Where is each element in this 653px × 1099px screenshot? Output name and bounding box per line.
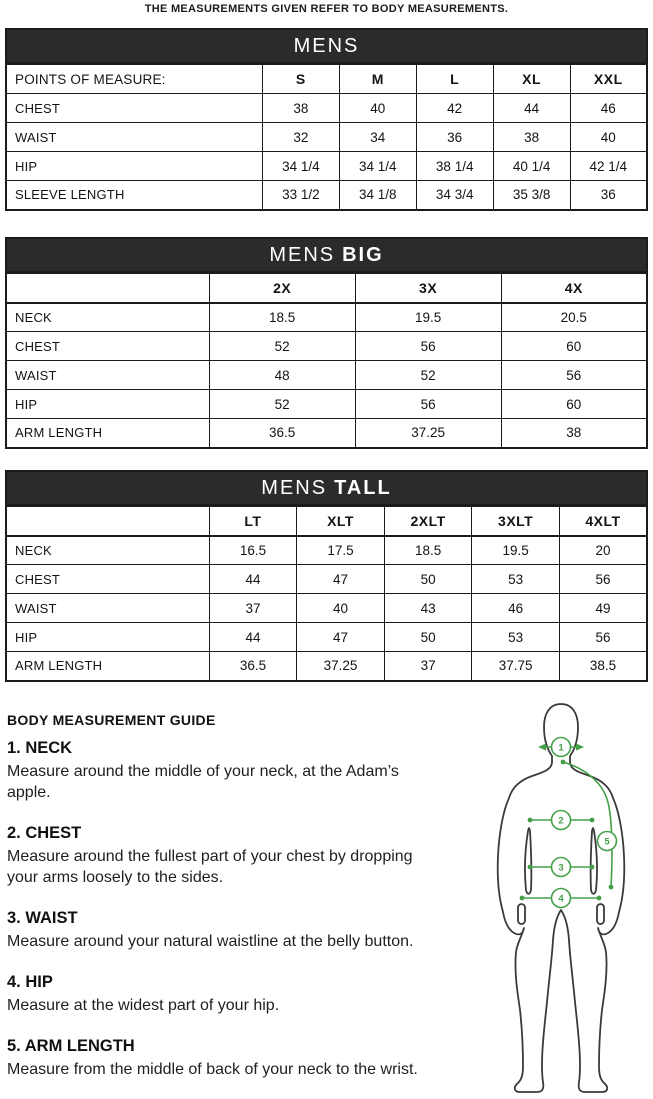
measure-value: 43 <box>384 594 472 623</box>
size-column-header: LT <box>209 507 297 536</box>
corner-label <box>6 274 209 303</box>
measure-value: 53 <box>472 565 560 594</box>
measure-value: 36 <box>570 181 647 210</box>
size-header-row <box>6 65 647 94</box>
measure-row <box>6 652 647 681</box>
mens-tall-table <box>5 506 648 682</box>
measure-value: 38 1/4 <box>416 152 493 181</box>
measure-value: 52 <box>355 361 501 390</box>
measure-row <box>6 419 647 448</box>
measure-value: 34 1/4 <box>339 152 416 181</box>
measure-value: 17.5 <box>297 536 385 565</box>
mens-table-block <box>5 28 648 211</box>
figure-marker-2: 2 <box>558 815 564 827</box>
guide-item-text: Measure around the middle of your neck, at the Adam’s apple. <box>7 763 399 801</box>
guide-item-heading: 1. NECK <box>7 739 73 757</box>
measure-value: 20.5 <box>501 303 647 332</box>
measure-value: 34 <box>339 123 416 152</box>
size-column-header: XXL <box>570 65 647 94</box>
measure-value: 40 <box>297 594 385 623</box>
size-column-header: 2X <box>209 274 355 303</box>
measure-value: 38 <box>501 419 647 448</box>
guide-item-text: Measure from the middle of back of your neck to the wrist. <box>7 1061 418 1078</box>
measure-row <box>6 623 647 652</box>
measure-value: 20 <box>559 536 647 565</box>
measure-value: 16.5 <box>209 536 297 565</box>
measure-label: SLEEVE LENGTH <box>6 181 262 210</box>
measure-value: 40 1/4 <box>493 152 570 181</box>
measure-value: 52 <box>209 390 355 419</box>
guide-item-text: Measure around your natural waistline at the belly button. <box>7 933 414 950</box>
measure-label: NECK <box>6 536 209 565</box>
size-column-header: L <box>416 65 493 94</box>
measure-value: 52 <box>209 332 355 361</box>
measure-value: 56 <box>501 361 647 390</box>
size-header-row <box>6 274 647 303</box>
measure-value: 53 <box>472 623 560 652</box>
measure-value: 34 3/4 <box>416 181 493 210</box>
measure-label: ARM LENGTH <box>6 652 209 681</box>
size-column-header: 2XLT <box>384 507 472 536</box>
guide-item-heading: 5. ARM LENGTH <box>7 1037 135 1055</box>
measure-value: 19.5 <box>472 536 560 565</box>
measure-value: 47 <box>297 623 385 652</box>
measure-value: 36.5 <box>209 419 355 448</box>
measure-row <box>6 361 647 390</box>
corner-label <box>6 507 209 536</box>
guide-item-heading: 4. HIP <box>7 973 53 991</box>
measure-value: 33 1/2 <box>262 181 339 210</box>
measure-value: 42 <box>416 94 493 123</box>
measure-value: 60 <box>501 390 647 419</box>
measure-row <box>6 594 647 623</box>
measure-value: 18.5 <box>209 303 355 332</box>
mens-tall-table-title <box>5 470 648 506</box>
measure-value: 34 1/8 <box>339 181 416 210</box>
mens-table <box>5 64 648 211</box>
measure-label: WAIST <box>6 123 262 152</box>
size-column-header: XL <box>493 65 570 94</box>
measure-value: 36 <box>416 123 493 152</box>
measure-row <box>6 565 647 594</box>
measure-label: ARM LENGTH <box>6 419 209 448</box>
measure-row <box>6 536 647 565</box>
measure-value: 50 <box>384 565 472 594</box>
measure-label: WAIST <box>6 594 209 623</box>
measure-value: 44 <box>209 565 297 594</box>
measure-value: 56 <box>559 565 647 594</box>
size-column-header: M <box>339 65 416 94</box>
size-column-header: 3XLT <box>472 507 560 536</box>
guide-item-heading: 2. CHEST <box>7 824 82 842</box>
measure-label: HIP <box>6 152 262 181</box>
mens-big-table-block <box>5 237 648 449</box>
measure-value: 48 <box>209 361 355 390</box>
measure-row <box>6 94 647 123</box>
measure-value: 34 1/4 <box>262 152 339 181</box>
measure-label: CHEST <box>6 565 209 594</box>
measure-value: 46 <box>570 94 647 123</box>
measure-value: 46 <box>472 594 560 623</box>
size-column-header: XLT <box>297 507 385 536</box>
body-figure <box>468 698 653 1099</box>
mens-table-title <box>5 28 648 64</box>
corner-label: POINTS OF MEASURE: <box>6 65 262 94</box>
measure-value: 19.5 <box>355 303 501 332</box>
measure-value: 38.5 <box>559 652 647 681</box>
guide-item-text: Measure around the fullest part of your chest by dropping your arms loosely to the sides. <box>7 848 413 886</box>
measure-value: 37 <box>384 652 472 681</box>
measure-value: 56 <box>559 623 647 652</box>
mens-big-table-title <box>5 237 648 273</box>
measure-value: 56 <box>355 332 501 361</box>
measure-value: 37.25 <box>297 652 385 681</box>
measure-value: 50 <box>384 623 472 652</box>
table-title-text: MENS <box>293 35 360 57</box>
measure-row <box>6 181 647 210</box>
measure-value: 37.25 <box>355 419 501 448</box>
size-column-header: 4X <box>501 274 647 303</box>
table-title-bold-text: TALL <box>334 477 392 499</box>
measure-label: NECK <box>6 303 209 332</box>
table-title-text: MENS <box>269 244 336 266</box>
figure-marker-3: 3 <box>558 862 564 874</box>
measure-row <box>6 123 647 152</box>
guide-item-text: Measure at the widest part of your hip. <box>7 997 280 1014</box>
measure-label: CHEST <box>6 94 262 123</box>
page-caption: THE MEASUREMENTS GIVEN REFER TO BODY MEASUREMENTS. <box>144 3 509 15</box>
measure-value: 32 <box>262 123 339 152</box>
measure-row <box>6 332 647 361</box>
measure-value: 38 <box>262 94 339 123</box>
measure-value: 47 <box>297 565 385 594</box>
measure-value: 44 <box>493 94 570 123</box>
measure-value: 40 <box>570 123 647 152</box>
measure-value: 38 <box>493 123 570 152</box>
measure-row <box>6 303 647 332</box>
table-title-text: MENS <box>261 477 328 499</box>
guide-item-heading: 3. WAIST <box>7 909 78 927</box>
measure-label: CHEST <box>6 332 209 361</box>
measure-label: WAIST <box>6 361 209 390</box>
measure-value: 56 <box>355 390 501 419</box>
figure-marker-1: 1 <box>558 742 564 754</box>
figure-marker-4: 4 <box>558 893 564 905</box>
mens-big-table <box>5 273 648 449</box>
measure-value: 42 1/4 <box>570 152 647 181</box>
measure-value: 37.75 <box>472 652 560 681</box>
measure-value: 36.5 <box>209 652 297 681</box>
measure-label: HIP <box>6 390 209 419</box>
measure-value: 44 <box>209 623 297 652</box>
size-column-header: S <box>262 65 339 94</box>
guide-title: BODY MEASUREMENT GUIDE <box>7 712 216 728</box>
measure-value: 49 <box>559 594 647 623</box>
size-column-header: 3X <box>355 274 501 303</box>
measure-label: HIP <box>6 623 209 652</box>
size-column-header: 4XLT <box>559 507 647 536</box>
measure-value: 35 3/8 <box>493 181 570 210</box>
measure-value: 40 <box>339 94 416 123</box>
measure-row <box>6 390 647 419</box>
mens-tall-table-block <box>5 470 648 682</box>
figure-marker-5: 5 <box>604 836 610 848</box>
measure-row <box>6 152 647 181</box>
measure-value: 60 <box>501 332 647 361</box>
measure-value: 18.5 <box>384 536 472 565</box>
measure-value: 37 <box>209 594 297 623</box>
table-title-bold-text: BIG <box>342 244 384 266</box>
body-measurement-guide <box>7 712 429 1099</box>
size-header-row <box>6 507 647 536</box>
